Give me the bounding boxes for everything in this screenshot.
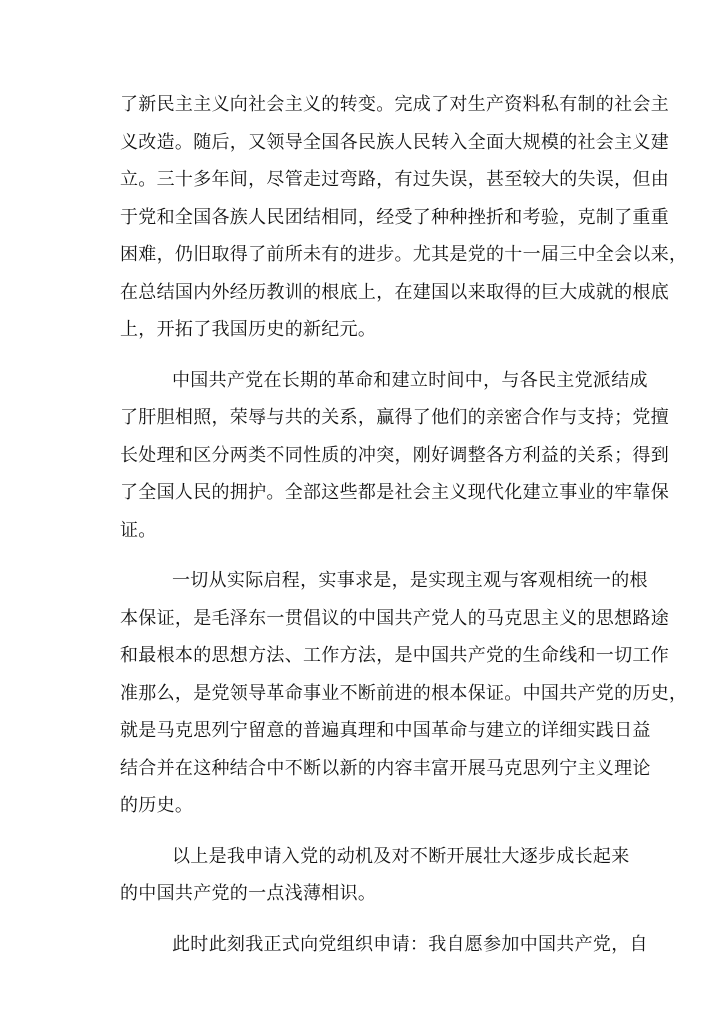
text-line: 立。三十多年间，尽管走过弯路，有过失误，甚至较大的失误，但由	[120, 169, 669, 190]
text-line: 中国共产党在长期的革命和建立时间中，与各民主党派结成	[172, 369, 648, 391]
text-line: 上，开拓了我国历史的新纪元。	[120, 319, 377, 340]
text-line: 和最根本的思想方法、工作方法，是中国共产党的生命线和一切工作	[120, 645, 669, 666]
text-line: 以上是我申请入党的动机及对不断开展壮大逐步成长起来	[172, 845, 630, 867]
text-line: 困难，仍旧取得了前所未有的进步。尤其是党的十一届三中全会以来，	[120, 244, 688, 265]
paragraph-4	[120, 838, 630, 913]
text-line: 就是马克思列宁留意的普遍真理和中国革命与建立的详细实践日益	[120, 720, 651, 741]
text-line: 此时此刻我正式向党组织申请：我自愿参加中国共产党，自	[172, 933, 648, 955]
text-line: 证。	[120, 519, 157, 541]
text-line: 本保证，是毛泽东一贯倡议的中国共产党人的马克思主义的思想路途	[120, 607, 669, 629]
document-body	[120, 86, 688, 963]
text-line: 一切从实际启程，实事求是，是实现主观与客观相统一的根	[172, 570, 648, 591]
text-line: 准那么，是党领导革命事业不断前进的根本保证。中国共产党的历史，	[120, 682, 688, 704]
text-line: 了肝胆相照，荣辱与共的关系，赢得了他们的亲密合作与支持；党擅	[120, 407, 669, 428]
text-line: 了全国人民的拥护。全部这些都是社会主义现代化建立事业的牢靠保	[120, 482, 669, 503]
text-line: 结合并在这种结合中不断以新的内容丰富开展马克思列宁主义理论	[120, 757, 651, 779]
text-line: 在总结国内外经历教训的根底上，在建国以来取得的巨大成就的根底	[120, 281, 669, 303]
paragraph-3	[120, 562, 688, 825]
text-line: 的中国共产党的一点浅薄相识。	[120, 883, 377, 904]
text-line: 的历史。	[120, 795, 194, 816]
text-line: 了新民主主义向社会主义的转变。完成了对生产资料私有制的社会主	[120, 94, 669, 115]
paragraph-5	[120, 926, 648, 964]
text-line: 于党和全国各族人民团结相同，经受了种种挫折和考验，克制了重重	[120, 206, 669, 228]
paragraph-2	[120, 362, 669, 550]
paragraph-1	[120, 86, 688, 349]
text-line: 义改造。随后，又领导全国各民族人民转入全面大规模的社会主义建	[120, 131, 669, 153]
text-line: 长处理和区分两类不同性质的冲突，刚好调整各方利益的关系；得到	[120, 444, 669, 466]
